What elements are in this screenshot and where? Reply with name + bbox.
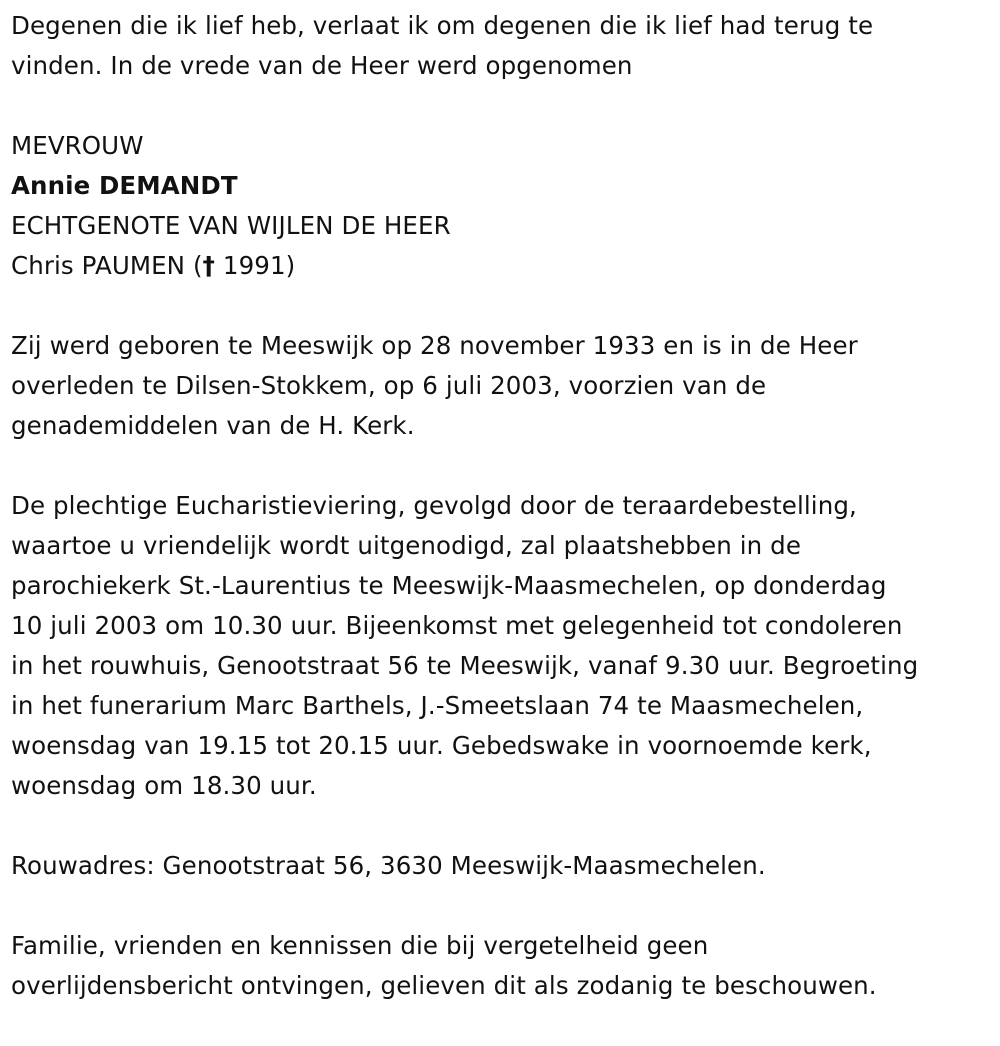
birth-death-paragraph xyxy=(11,326,996,446)
spouse-line xyxy=(11,246,996,286)
ceremony-line: woensdag van 19.15 tot 20.15 uur. Gebedswake in voornoemde kerk, xyxy=(11,731,872,760)
ceremony-line: waartoe u vriendelijk wordt uitgenodigd, zal plaatshebben in de xyxy=(11,531,802,560)
ceremony-line: in het rouwhuis, Genootstraat 56 te Meeswijk, vanaf 9.30 uur. Begroeting xyxy=(11,651,919,680)
mourning-address: Rouwadres: Genootstraat 56, 3630 Meeswijk-Maasmechelen. xyxy=(11,851,766,880)
deceased-name: Annie DEMANDT xyxy=(11,171,238,200)
salutation: MEVROUW xyxy=(11,131,144,160)
ceremony-line: parochiekerk St.-Laurentius te Meeswijk-Maasmechelen, op donderdag xyxy=(11,571,887,600)
spacer xyxy=(11,286,996,326)
birth-death-line: Zij werd geboren te Meeswijk op 28 november 1933 en is in de Heer xyxy=(11,331,858,360)
intro-paragraph xyxy=(11,6,996,86)
closing-line: Familie, vrienden en kennissen die bij vergetelheid geen xyxy=(11,931,709,960)
intro-line: vinden. In de vrede van de Heer werd opgenomen xyxy=(11,51,633,80)
ceremony-line: woensdag om 18.30 uur. xyxy=(11,771,317,800)
spouse-suffix: 1991) xyxy=(215,251,296,280)
spacer xyxy=(11,86,996,126)
ceremony-line: in het funerarium Marc Barthels, J.-Smeetslaan 74 te Maasmechelen, xyxy=(11,691,864,720)
birth-death-line: overleden te Dilsen-Stokkem, op 6 juli 2003, voorzien van de xyxy=(11,371,767,400)
cross-icon: † xyxy=(202,251,216,280)
ceremony-line: De plechtige Eucharistieviering, gevolgd door de teraardebestelling, xyxy=(11,491,857,520)
spacer xyxy=(11,446,996,486)
relation-line: ECHTGENOTE VAN WIJLEN DE HEER xyxy=(11,211,451,240)
spacer xyxy=(11,886,996,926)
address-paragraph xyxy=(11,846,996,886)
ceremony-line: 10 juli 2003 om 10.30 uur. Bijeenkomst met gelegenheid tot condoleren xyxy=(11,611,903,640)
spacer xyxy=(11,806,996,846)
intro-line: Degenen die ik lief heb, verlaat ik om degenen die ik lief had terug te xyxy=(11,11,874,40)
spouse-prefix: Chris PAUMEN ( xyxy=(11,251,203,280)
birth-death-line: genademiddelen van de H. Kerk. xyxy=(11,411,415,440)
ceremony-paragraph xyxy=(11,486,996,806)
closing-paragraph xyxy=(11,926,996,1006)
obituary-document xyxy=(11,6,996,1006)
closing-line: overlijdensbericht ontvingen, gelieven dit als zodanig te beschouwen. xyxy=(11,971,877,1000)
deceased-block xyxy=(11,126,996,286)
